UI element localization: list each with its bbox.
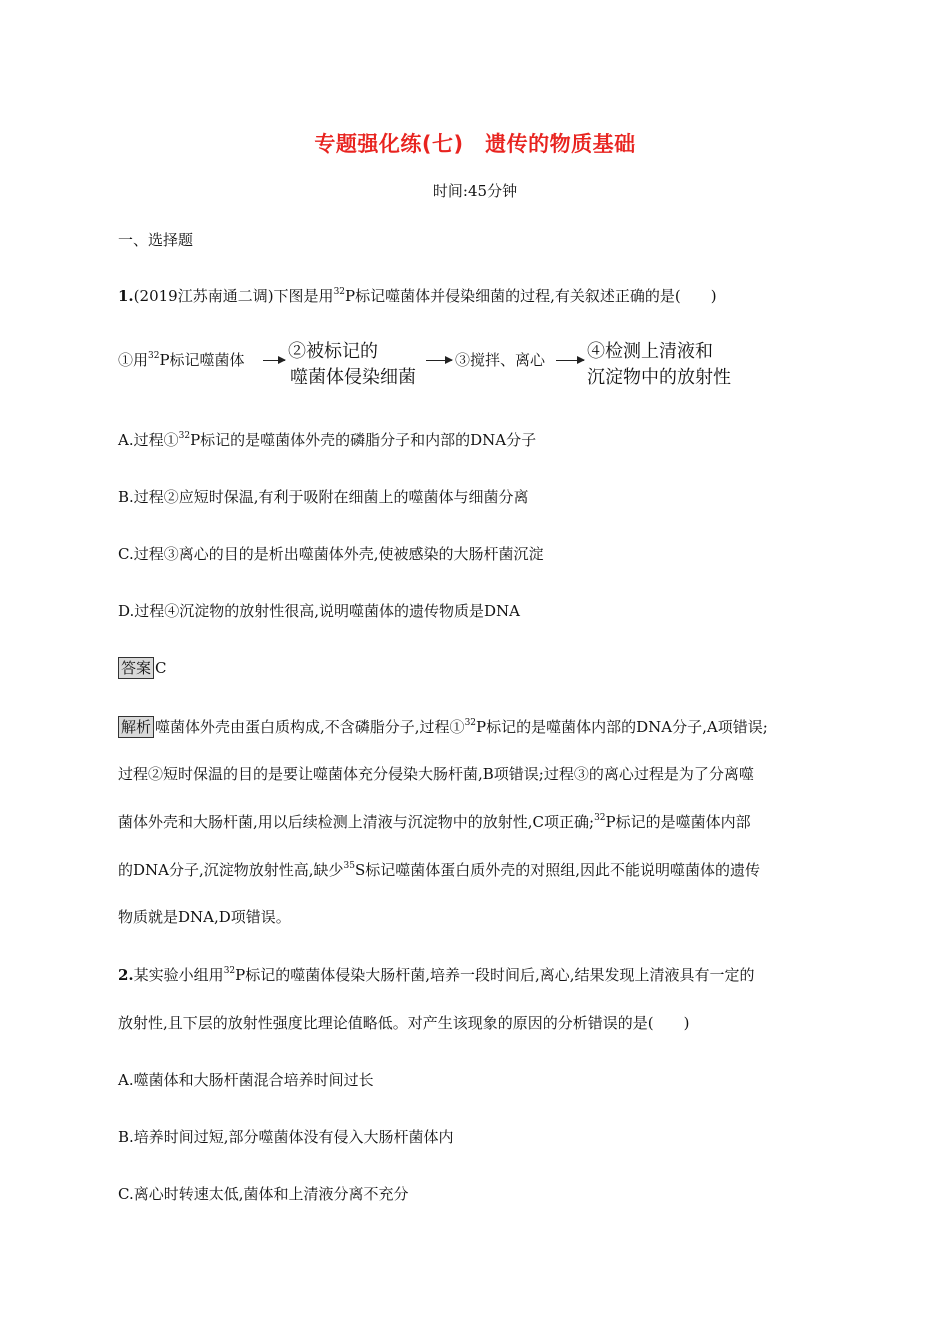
analysis-line-2: 过程②短时保温的目的是要让噬菌体充分侵染大肠杆菌,B项错误;过程③的离心过程是为了分离噬 [118,765,754,783]
section-heading: 一、选择题 [118,231,194,249]
analysis-line-3: 菌体外壳和大肠杆菌,用以后续检测上清液与沉淀物中的放射性,C项正确;$^{32}$P标记的是噬菌体内部 [118,813,751,831]
question-2-stem-line1: 2.某实验小组用$^{32}$P标记的噬菌体侵染大肠杆菌,培养一段时间后,离心,结果发现上清液具有一定的 [118,966,755,984]
analysis-line-5: 物质就是DNA,D项错误。 [118,908,291,926]
superscript: 32 [333,287,346,297]
question-1-stem [118,286,717,306]
flow-step-2-line1: ②被标记的 [288,341,378,362]
flow-step-1: ①用$^{32}$P标记噬菌体 [118,351,245,369]
analysis-tag: 解析 [118,716,154,738]
process-flow-diagram [118,340,818,400]
time-limit: 时间:45分钟 [432,182,518,200]
q2-option-b: B.培养时间过短,部分噬菌体没有侵入大肠杆菌体内 [118,1128,454,1146]
question-number: 2. [118,966,134,984]
analysis-line-1: 解析 噬菌体外壳由蛋白质构成,不含磷脂分子,过程①$^{32}$P标记的是噬菌体内部的DNA分子,A项错误; [118,716,768,738]
question-number: 1. [118,287,134,305]
answer-line [118,657,167,679]
q2-option-c: C.离心时转速太低,菌体和上清液分离不充分 [118,1185,409,1203]
q2-option-a: A.噬菌体和大肠杆菌混合培养时间过长 [118,1071,374,1089]
answer-tag: 答案 [118,657,154,679]
page-title: 专题强化练(七) 遗传的物质基础 [314,132,636,156]
analysis-line-4: 的DNA分子,沉淀物放射性高,缺少$^{35}$S标记噬菌体蛋白质外壳的对照组,因此不能说明噬菌体的遗传 [118,861,761,879]
flow-arrow [556,360,584,361]
flow-arrow [263,360,285,361]
flow-arrow [426,360,452,361]
question-2-stem-line2: 放射性,且下层的放射性强度比理论值略低。对产生该现象的原因的分析错误的是( ) [118,1014,690,1032]
flow-step-3: ③搅拌、离心 [455,351,546,369]
stem-text: P标记噬菌体并侵染细菌的过程,有关叙述正确的是( ) [345,287,717,305]
option-a: A.过程①$^{32}$P标记的是噬菌体外壳的磷脂分子和内部的DNA分子 [118,431,537,449]
option-d: D.过程④沉淀物的放射性很高,说明噬菌体的遗传物质是DNA [118,602,521,620]
option-b: B.过程②应短时保温,有利于吸附在细菌上的噬菌体与细菌分离 [118,488,529,506]
stem-text: (2019江苏南通二调)下图是用 [133,287,334,305]
answer-value: C [155,659,167,677]
flow-step-2-line2: 噬菌体侵染细菌 [290,367,416,388]
option-c: C.过程③离心的目的是析出噬菌体外壳,使被感染的大肠杆菌沉淀 [118,545,544,563]
flow-step-4-line1: ④检测上清液和 [587,341,713,362]
flow-step-4-line2: 沉淀物中的放射性 [587,367,731,388]
